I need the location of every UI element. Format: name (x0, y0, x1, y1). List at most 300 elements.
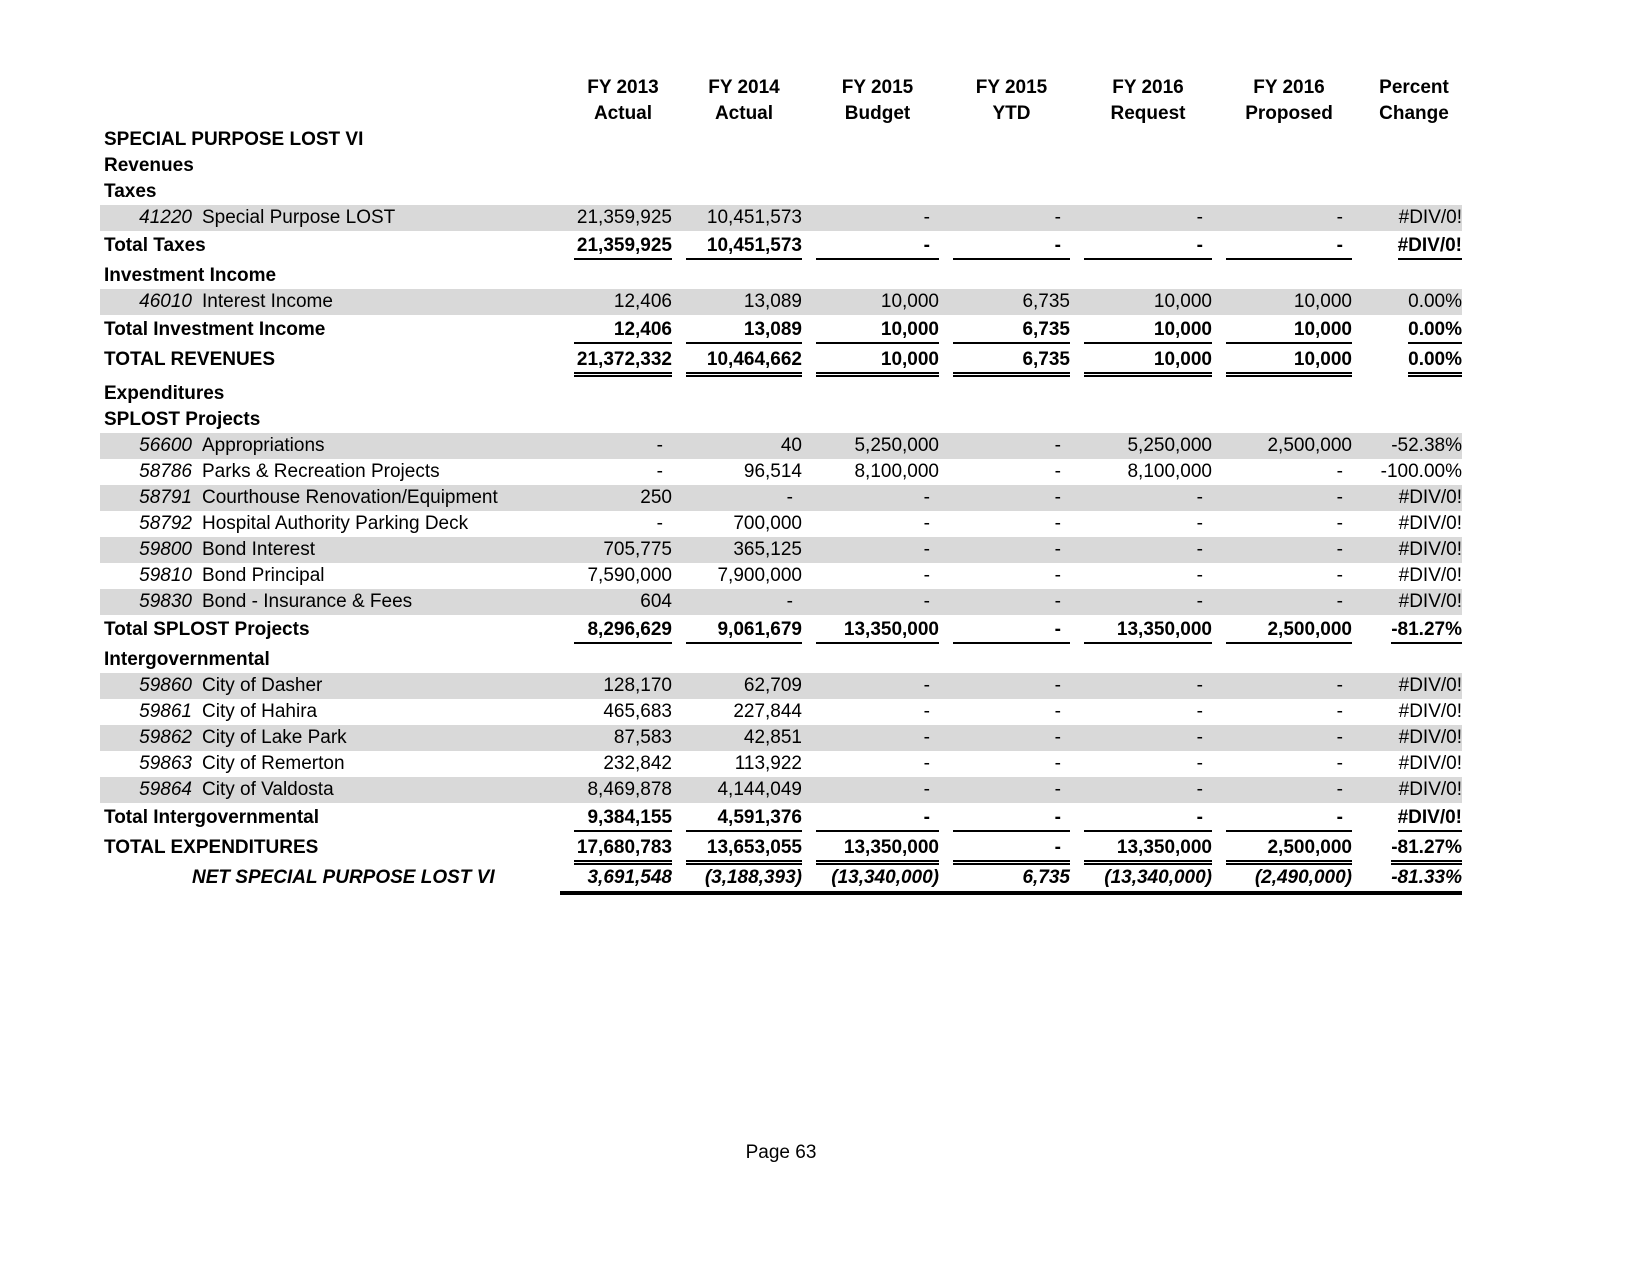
value-cell-fy2013-actual (560, 459, 672, 485)
cell-value: - (1054, 487, 1061, 508)
cell-value: 10,000 (1153, 349, 1212, 370)
value-cell-percent-change (1352, 433, 1462, 459)
cell-value: - (923, 513, 930, 534)
cell-value: - (656, 461, 663, 482)
value-cell-fy2014-actual (672, 865, 802, 895)
value-cell-fy2015-budget (802, 673, 939, 699)
value-cell-fy2014-actual (672, 805, 802, 831)
value-cell-fy2013-actual (560, 589, 672, 615)
cell-value: - (1054, 207, 1061, 228)
cell-value: - (1054, 435, 1061, 456)
column-header-line2: Proposed (1245, 103, 1333, 124)
cell-value: 21,359,925 (576, 235, 672, 256)
detail-row (100, 511, 1462, 537)
cell-value: - (1196, 727, 1203, 748)
cell-value: - (1336, 675, 1343, 696)
cell-value: 10,000 (880, 349, 939, 370)
cell-value: - (1336, 727, 1343, 748)
cell-value: - (1054, 701, 1061, 722)
cell-value: 9,384,155 (587, 807, 672, 828)
budget-table (100, 75, 1462, 891)
value-cell-fy2016-proposed (1212, 751, 1352, 777)
cell-value: 5,250,000 (1127, 435, 1212, 456)
value-cell-fy2016-request (1070, 233, 1212, 259)
cell-value: #DIV/0! (1398, 675, 1462, 696)
cell-value: 4,591,376 (717, 807, 802, 828)
value-cell-fy2016-proposed (1212, 699, 1352, 725)
value-cell-fy2014-actual (672, 777, 802, 803)
cell-value: - (1336, 701, 1343, 722)
value-cell-fy2015-ytd (939, 459, 1070, 485)
value-cell-fy2016-request (1070, 835, 1212, 861)
value-cell-fy2016-proposed (1212, 805, 1352, 831)
value-cell-percent-change (1352, 537, 1462, 563)
total-row (100, 233, 1462, 259)
cell-value: - (1054, 235, 1061, 256)
row-label (100, 835, 560, 861)
value-cell-fy2016-proposed (1212, 865, 1352, 895)
row-label (100, 617, 560, 643)
value-cell-fy2015-budget (802, 459, 939, 485)
row-label (100, 537, 560, 563)
cell-value: 6,735 (1022, 349, 1070, 370)
cell-value: 12,406 (613, 291, 672, 312)
value-cell-fy2014-actual (672, 233, 802, 259)
cell-value: - (1196, 207, 1203, 228)
cell-value: 13,089 (743, 291, 802, 312)
row-label (100, 179, 560, 205)
cell-value: 0.00% (1408, 318, 1462, 344)
cell-value: 4,144,049 (717, 779, 802, 800)
cell-value: #DIV/0! (1398, 806, 1462, 832)
value-cell-fy2015-budget (802, 835, 939, 861)
value-cell-fy2016-proposed (1212, 205, 1352, 231)
cell-value: 2,500,000 (1267, 435, 1352, 456)
cell-value: - (923, 779, 930, 800)
value-cell-fy2015-ytd (939, 317, 1070, 343)
value-cell-percent-change (1352, 725, 1462, 751)
cell-value: - (1054, 565, 1061, 586)
grand-row (100, 347, 1462, 373)
account-number: 59864 (139, 779, 192, 800)
value-cell-fy2013-actual (560, 805, 672, 831)
column-header-line1: FY 2015 (841, 77, 914, 98)
cell-value: 13,089 (743, 319, 802, 340)
account-number: 58791 (139, 487, 192, 508)
value-cell-fy2014-actual (672, 205, 802, 231)
value-cell-percent-change (1352, 205, 1462, 231)
detail-row (100, 673, 1462, 699)
value-cell-fy2015-ytd (939, 617, 1070, 643)
section-row (100, 153, 1462, 179)
cell-value: - (1336, 487, 1343, 508)
cell-value: - (786, 487, 793, 508)
value-cell-fy2013-actual (560, 617, 672, 643)
table-body (100, 127, 1462, 891)
cell-value: 6,735 (1022, 319, 1070, 340)
row-label (100, 647, 560, 673)
value-cell-fy2013-actual (560, 673, 672, 699)
cell-value: - (923, 753, 930, 774)
value-cell-fy2015-ytd (939, 589, 1070, 615)
account-name: City of Hahira (202, 701, 318, 722)
value-cell-fy2016-request (1070, 289, 1212, 315)
cell-value: 21,372,332 (576, 349, 672, 370)
cell-value: #DIV/0! (1398, 753, 1462, 774)
column-header-line1: FY 2016 (1253, 77, 1325, 98)
value-cell-fy2016-proposed (1212, 725, 1352, 751)
cell-value: 12,406 (613, 319, 672, 340)
value-cell-percent-change (1352, 617, 1462, 643)
value-cell-fy2016-request (1070, 725, 1212, 751)
cell-value: - (1196, 779, 1203, 800)
cell-value: 10,451,573 (706, 207, 802, 228)
value-cell-fy2015-budget (802, 205, 939, 231)
cell-value: #DIV/0! (1398, 487, 1462, 508)
value-cell-fy2013-actual (560, 233, 672, 259)
cell-value: 13,350,000 (843, 837, 939, 858)
cell-value: 10,451,573 (706, 235, 802, 256)
value-cell-percent-change (1352, 865, 1462, 895)
value-cell-fy2013-actual (560, 289, 672, 315)
value-cell-percent-change (1352, 589, 1462, 615)
detail-row (100, 289, 1462, 315)
cell-value: 62,709 (743, 675, 802, 696)
account-number: 46010 (139, 291, 192, 312)
cell-value: - (1054, 461, 1061, 482)
section-row (100, 263, 1462, 289)
detail-row (100, 725, 1462, 751)
header-spacer (100, 75, 560, 127)
cell-value: 17,680,783 (576, 837, 672, 858)
row-label (100, 127, 560, 153)
detail-row (100, 205, 1462, 231)
cell-value: - (1336, 207, 1343, 228)
row-title: Investment Income (104, 265, 277, 286)
cell-value: - (1336, 753, 1343, 774)
detail-row (100, 589, 1462, 615)
row-title: NET SPECIAL PURPOSE LOST VI (192, 867, 495, 888)
cell-value: - (1196, 235, 1203, 256)
cell-value: - (1336, 591, 1343, 612)
cell-value: - (923, 539, 930, 560)
cell-value: - (1054, 591, 1061, 612)
value-cell-fy2016-request (1070, 777, 1212, 803)
cell-value: - (1196, 591, 1203, 612)
value-cell-fy2016-proposed (1212, 459, 1352, 485)
cell-value: - (1054, 807, 1061, 828)
account-name: Interest Income (202, 291, 333, 312)
value-cell-fy2015-budget (802, 433, 939, 459)
value-cell-percent-change (1352, 835, 1462, 861)
total-row (100, 317, 1462, 343)
cell-value: - (923, 727, 930, 748)
row-label (100, 233, 560, 259)
value-cell-percent-change (1352, 699, 1462, 725)
cell-value: 10,000 (880, 291, 939, 312)
value-cell-percent-change (1352, 347, 1462, 373)
row-label (100, 317, 560, 343)
value-cell-fy2016-request (1070, 459, 1212, 485)
account-number: 59830 (139, 591, 192, 612)
value-cell-fy2013-actual (560, 751, 672, 777)
row-label (100, 289, 560, 315)
value-cell-fy2013-actual (560, 347, 672, 373)
cell-value: 2,500,000 (1267, 837, 1352, 858)
value-cell-fy2015-ytd (939, 699, 1070, 725)
value-cell-fy2016-request (1070, 865, 1212, 895)
value-cell-fy2015-ytd (939, 511, 1070, 537)
value-cell-fy2014-actual (672, 511, 802, 537)
cell-value: - (1196, 675, 1203, 696)
cell-value: - (923, 675, 930, 696)
value-cell-fy2016-proposed (1212, 233, 1352, 259)
cell-value: - (1054, 753, 1061, 774)
account-name: City of Valdosta (202, 779, 334, 800)
detail-row (100, 485, 1462, 511)
account-name: City of Remerton (202, 753, 345, 774)
account-name: Courthouse Renovation/Equipment (202, 487, 498, 508)
value-cell-fy2015-budget (802, 563, 939, 589)
value-cell-fy2014-actual (672, 459, 802, 485)
value-cell-fy2014-actual (672, 617, 802, 643)
value-cell-fy2016-proposed (1212, 347, 1352, 373)
row-label (100, 459, 560, 485)
cell-value: - (1054, 779, 1061, 800)
cell-value: -100.00% (1380, 461, 1462, 482)
value-cell-percent-change (1352, 673, 1462, 699)
value-cell-fy2015-ytd (939, 563, 1070, 589)
row-label (100, 589, 560, 615)
detail-row (100, 433, 1462, 459)
cell-value: - (923, 807, 930, 828)
account-name: Hospital Authority Parking Deck (202, 513, 469, 534)
value-cell-fy2015-budget (802, 865, 939, 895)
account-number: 58786 (139, 461, 192, 482)
value-cell-fy2016-proposed (1212, 537, 1352, 563)
value-cell-fy2016-request (1070, 805, 1212, 831)
cell-value: 13,350,000 (843, 619, 939, 640)
value-cell-fy2015-ytd (939, 289, 1070, 315)
cell-value: 6,735 (1022, 291, 1070, 312)
value-cell-fy2015-budget (802, 317, 939, 343)
value-cell-fy2015-ytd (939, 835, 1070, 861)
value-cell-percent-change (1352, 777, 1462, 803)
cell-value: 8,100,000 (854, 461, 939, 482)
value-cell-fy2016-request (1070, 433, 1212, 459)
cell-value: - (1054, 675, 1061, 696)
cell-value: - (1196, 513, 1203, 534)
value-cell-percent-change (1352, 289, 1462, 315)
value-cell-fy2015-budget (802, 751, 939, 777)
row-label (100, 673, 560, 699)
value-cell-fy2015-ytd (939, 347, 1070, 373)
section-row (100, 407, 1462, 433)
row-label (100, 153, 560, 179)
account-name: City of Dasher (202, 675, 323, 696)
cell-value: #DIV/0! (1398, 727, 1462, 748)
cell-value: - (1336, 565, 1343, 586)
cell-value: #DIV/0! (1398, 539, 1462, 560)
cell-value: -52.38% (1391, 435, 1462, 456)
value-cell-percent-change (1352, 563, 1462, 589)
value-cell-fy2014-actual (672, 347, 802, 373)
grand-row (100, 835, 1462, 861)
row-label (100, 205, 560, 231)
row-title: Expenditures (104, 383, 225, 404)
cell-value: 10,000 (1153, 291, 1212, 312)
column-header-line2: Change (1379, 103, 1449, 124)
cell-value: (3,188,393) (704, 867, 802, 888)
value-cell-fy2013-actual (560, 835, 672, 861)
cell-value: 227,844 (733, 701, 802, 722)
value-cell-fy2016-request (1070, 485, 1212, 511)
value-cell-fy2015-budget (802, 485, 939, 511)
value-cell-fy2016-request (1070, 673, 1212, 699)
column-header-fy2014-actual (672, 75, 802, 127)
cell-value: (13,340,000) (1104, 867, 1212, 888)
account-number: 59810 (139, 565, 192, 586)
column-header-fy2015-budget (802, 75, 939, 127)
value-cell-fy2014-actual (672, 485, 802, 511)
account-name: Special Purpose LOST (202, 207, 396, 228)
cell-value: 10,000 (880, 319, 939, 340)
row-title: SPECIAL PURPOSE LOST VI (104, 129, 364, 150)
row-label (100, 381, 560, 407)
row-label (100, 563, 560, 589)
value-cell-fy2016-proposed (1212, 617, 1352, 643)
value-cell-fy2015-budget (802, 725, 939, 751)
value-cell-fy2015-budget (802, 289, 939, 315)
cell-value: - (1196, 539, 1203, 560)
value-cell-fy2014-actual (672, 725, 802, 751)
row-title: SPLOST Projects (104, 409, 261, 430)
row-label (100, 263, 560, 289)
value-cell-fy2014-actual (672, 699, 802, 725)
detail-row (100, 751, 1462, 777)
account-name: City of Lake Park (202, 727, 347, 748)
column-header-row (100, 75, 1462, 127)
cell-value: 13,653,055 (706, 837, 802, 858)
row-title: Total Investment Income (104, 319, 326, 340)
account-number: 59863 (139, 753, 192, 774)
cell-value: 465,683 (603, 701, 672, 722)
cell-value: 10,000 (1153, 319, 1212, 340)
cell-value: 9,061,679 (717, 619, 802, 640)
column-header-line2: YTD (992, 103, 1031, 124)
cell-value: 5,250,000 (854, 435, 939, 456)
cell-value: - (1336, 513, 1343, 534)
cell-value: 7,900,000 (717, 565, 802, 586)
row-label (100, 485, 560, 511)
row-label (100, 407, 560, 433)
cell-value: - (923, 565, 930, 586)
value-cell-percent-change (1352, 459, 1462, 485)
row-label (100, 511, 560, 537)
cell-value: 10,000 (1293, 291, 1352, 312)
value-cell-fy2015-ytd (939, 725, 1070, 751)
cell-value: 87,583 (613, 727, 672, 748)
cell-value: -81.33% (1391, 867, 1462, 888)
value-cell-fy2016-request (1070, 563, 1212, 589)
section-row (100, 127, 1462, 153)
column-header-line2: Actual (714, 103, 774, 124)
row-label (100, 805, 560, 831)
value-cell-fy2015-ytd (939, 865, 1070, 895)
value-cell-fy2013-actual (560, 485, 672, 511)
column-header-line1: Percent (1379, 77, 1449, 98)
row-title: Revenues (104, 155, 194, 176)
detail-row (100, 699, 1462, 725)
value-cell-fy2016-proposed (1212, 777, 1352, 803)
column-header-line2: Budget (844, 103, 911, 124)
value-cell-fy2015-ytd (939, 673, 1070, 699)
value-cell-fy2015-ytd (939, 205, 1070, 231)
cell-value: (13,340,000) (831, 867, 939, 888)
cell-value: #DIV/0! (1398, 207, 1462, 228)
cell-value: 365,125 (733, 539, 802, 560)
value-cell-fy2016-request (1070, 511, 1212, 537)
row-title: Taxes (104, 181, 157, 202)
value-cell-fy2013-actual (560, 317, 672, 343)
value-cell-fy2015-budget (802, 537, 939, 563)
value-cell-fy2013-actual (560, 433, 672, 459)
cell-value: #DIV/0! (1398, 779, 1462, 800)
column-header-percent-change (1352, 75, 1462, 127)
value-cell-percent-change (1352, 485, 1462, 511)
account-name: Bond Principal (202, 565, 325, 586)
column-header-line2: Actual (593, 103, 653, 124)
value-cell-fy2016-proposed (1212, 485, 1352, 511)
value-cell-fy2016-request (1070, 589, 1212, 615)
cell-value: 42,851 (743, 727, 802, 748)
cell-value: 250 (640, 487, 672, 508)
row-title: Total SPLOST Projects (104, 619, 310, 640)
row-title: TOTAL REVENUES (104, 349, 276, 370)
account-number: 41220 (139, 207, 192, 228)
value-cell-fy2013-actual (560, 699, 672, 725)
column-header-line2: Request (1110, 103, 1186, 124)
cell-value: - (1196, 701, 1203, 722)
value-cell-fy2016-proposed (1212, 289, 1352, 315)
value-cell-fy2015-ytd (939, 751, 1070, 777)
cell-value: 0.00% (1408, 348, 1462, 377)
value-cell-fy2014-actual (672, 317, 802, 343)
cell-value: 8,469,878 (587, 779, 672, 800)
cell-value: 40 (780, 435, 802, 456)
value-cell-fy2016-proposed (1212, 563, 1352, 589)
cell-value: 113,922 (734, 753, 802, 774)
value-cell-fy2015-budget (802, 777, 939, 803)
account-number: 59862 (139, 727, 192, 748)
cell-value: - (1196, 565, 1203, 586)
value-cell-fy2013-actual (560, 537, 672, 563)
account-number: 59800 (139, 539, 192, 560)
value-cell-percent-change (1352, 751, 1462, 777)
section-row (100, 381, 1462, 407)
page-number: Page 63 (745, 1142, 817, 1163)
row-label (100, 347, 560, 373)
column-header-line1: FY 2016 (1112, 77, 1184, 98)
row-label (100, 725, 560, 751)
value-cell-fy2015-ytd (939, 433, 1070, 459)
cell-value: (2,490,000) (1254, 867, 1352, 888)
net-row (100, 865, 1462, 891)
cell-value: 21,359,925 (576, 207, 672, 228)
cell-value: - (786, 591, 793, 612)
cell-value: - (1054, 619, 1061, 640)
cell-value: 7,590,000 (587, 565, 672, 586)
